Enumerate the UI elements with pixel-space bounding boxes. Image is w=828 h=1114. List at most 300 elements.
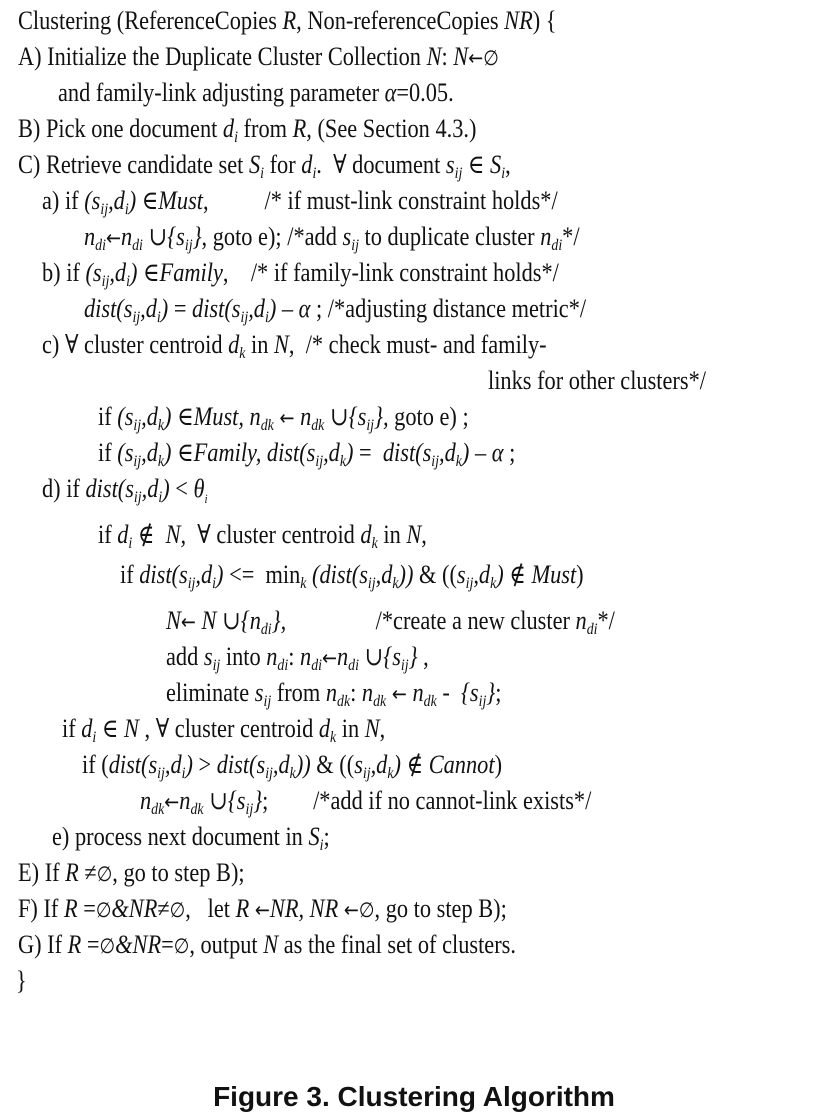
text-run: dist(s (382, 438, 432, 467)
text-run: n (361, 678, 374, 707)
text-run: G) If (18, 930, 68, 959)
math-symbol: ∅ (99, 934, 116, 958)
subscript: ij (367, 575, 376, 593)
text-run: d (222, 114, 235, 143)
text-run: = (168, 294, 193, 323)
text-run: )) (295, 750, 311, 779)
math-symbol: ← (386, 682, 407, 706)
text-run: ; /*add if no cannot-link exists*/ (262, 786, 592, 815)
text-run: N, (165, 520, 187, 549)
text-run: =0.05. (396, 78, 454, 107)
text-run: N (406, 520, 422, 549)
subscript: di (311, 657, 322, 675)
text-run: N (453, 42, 469, 71)
text-run: {s (383, 642, 401, 671)
subscript: ij (240, 309, 249, 327)
text-run: ) (164, 402, 172, 431)
text-run: R (235, 894, 250, 923)
text-run: b) if (42, 258, 86, 287)
text-run: ; (495, 678, 502, 707)
text-run: n (120, 222, 133, 251)
text-run: > (192, 750, 217, 779)
text-run: ) (393, 750, 401, 779)
text-run: if (98, 520, 118, 549)
text-run: ∪ (358, 642, 384, 671)
text-run: R (67, 930, 82, 959)
text-run: : (288, 642, 301, 671)
subscript: ij (315, 453, 324, 471)
subscript: i (212, 575, 217, 593)
subscript: ij (100, 201, 109, 219)
text-run: ∉ (400, 750, 429, 779)
text-run: , /* if must-link constraint holds*/ (203, 186, 558, 215)
algorithm-line-step-c-comment-cont (488, 366, 706, 396)
text-run: ,d (272, 750, 290, 779)
text-run: (See Section 4.3.) (311, 114, 477, 143)
text-run: dist(s (192, 294, 241, 323)
text-run: , let (185, 894, 236, 923)
text-run: Cannot (428, 750, 495, 779)
text-run: & (( (310, 750, 355, 779)
text-run: ≠ (78, 858, 97, 887)
text-run: if (98, 402, 118, 431)
text-run: R (282, 6, 297, 35)
subscript: k (330, 729, 337, 747)
text-run: Family (159, 258, 223, 287)
subscript: i (319, 837, 324, 855)
text-run: to duplicate cluster (358, 222, 541, 251)
subscript: i (204, 490, 208, 506)
subscript: dk (151, 801, 165, 819)
subscript: ij (157, 765, 165, 783)
subscript: di (260, 621, 272, 639)
text-run: n (540, 222, 552, 251)
subscript: k (392, 575, 399, 593)
subscript: di (132, 237, 143, 255)
text-run: ; (503, 438, 516, 467)
text-run: into (220, 642, 267, 671)
subscript: ij (263, 693, 272, 711)
algorithm-line-step-d-min (120, 560, 584, 593)
text-run: goto e) ; (388, 402, 469, 431)
text-run: n (575, 606, 587, 635)
text-run: ) (128, 186, 137, 215)
text-run: ) (216, 560, 224, 589)
text-run: ∪ (142, 222, 168, 251)
algorithm-line-step-E (18, 858, 245, 889)
text-run: ) (129, 258, 138, 287)
text-run: ) (494, 750, 503, 779)
text-run: , (505, 150, 511, 179)
algorithm-line-step-d-eliminate (166, 678, 501, 709)
subscript: dk (337, 693, 351, 711)
text-run: ; /*adjusting distance metric*/ (310, 294, 587, 323)
subscript: k (339, 453, 347, 471)
text-run: s (342, 222, 352, 251)
text-run: dist(s (108, 750, 158, 779)
text-run: d (81, 714, 93, 743)
text-run: ) (164, 438, 172, 467)
text-run: N (124, 714, 139, 743)
algorithm-line-step-C (18, 150, 511, 183)
text-run: ∈ (462, 150, 491, 179)
subscript: ij (245, 801, 254, 819)
text-run: ) (346, 438, 354, 467)
text-run: = (81, 930, 100, 959)
text-run: ) (185, 750, 193, 779)
text-run: &NR (111, 894, 158, 923)
subscript: di (586, 621, 598, 639)
text-run: ; (323, 822, 330, 851)
text-run: (s (85, 258, 102, 287)
subscript: i (181, 765, 186, 783)
subscript: k (239, 345, 246, 363)
text-run: = (77, 894, 96, 923)
text-run: dist(s (139, 560, 188, 589)
subscript: ij (366, 417, 375, 435)
text-run: S (490, 150, 502, 179)
text-run: N (263, 930, 279, 959)
algorithm-line-step-A (18, 42, 499, 73)
text-run: d (228, 330, 240, 359)
text-run: ,d (140, 294, 157, 323)
text-run: d (360, 520, 372, 549)
figure-caption: Figure 3. Clustering Algorithm (213, 1081, 615, 1112)
text-run: {s (167, 222, 185, 251)
subscript: ij (351, 237, 359, 255)
text-run: from (271, 678, 326, 707)
text-run: ∈ (137, 258, 160, 287)
text-run: s (254, 678, 264, 707)
algorithm-line-step-b (42, 258, 559, 291)
text-run: R, (292, 114, 312, 143)
text-run: s (445, 150, 455, 179)
algorithm-line-step-c-must (98, 402, 469, 433)
subscript: ij (132, 309, 141, 327)
text-run: n (179, 786, 191, 815)
text-run: , go to step B); (112, 858, 245, 887)
math-symbol: ← (273, 406, 295, 430)
text-run: B) Pick one document (18, 114, 223, 143)
subscript: ij (478, 693, 487, 711)
text-run: and family-link adjusting parameter (58, 78, 385, 107)
text-run: ∈ (171, 438, 194, 467)
text-run: ) (160, 294, 169, 323)
text-run: , go to step B); (374, 894, 507, 923)
subscript: i (260, 165, 265, 183)
text-run: in (245, 330, 275, 359)
text-run: NR, NR (269, 894, 339, 923)
text-run: s (456, 560, 466, 589)
text-run: E) If (18, 858, 66, 887)
text-run: α (491, 438, 504, 467)
algorithm-line-step-b-cont (84, 294, 587, 327)
text-run: s (203, 642, 213, 671)
text-run: N (166, 606, 181, 635)
text-run: R (65, 858, 79, 887)
text-run: S (308, 822, 320, 851)
text-run: ,d (109, 258, 127, 287)
text-run: ,d (141, 402, 158, 431)
text-run: N (364, 714, 380, 743)
math-symbol: ← (164, 790, 180, 814)
subscript: ij (431, 453, 440, 471)
text-run: if ( (82, 750, 109, 779)
algorithm-line-step-G (18, 930, 516, 961)
text-run: n (140, 786, 152, 815)
text-run: as the final set of clusters. (278, 930, 516, 959)
text-run: ) { (532, 6, 557, 35)
text-run: R (63, 894, 78, 923)
text-run: - (436, 678, 461, 707)
algorithm-line-step-d-in (62, 714, 386, 747)
text-run: add (166, 642, 204, 671)
subscript: dk (260, 417, 274, 435)
subscript: k (157, 453, 165, 471)
text-run: ,d (473, 560, 491, 589)
math-symbol: ← (338, 898, 359, 922)
math-symbol: ← (249, 898, 270, 922)
text-run: Clustering (ReferenceCopies (18, 6, 283, 35)
text-run: N (195, 606, 217, 635)
subscript: ij (133, 417, 142, 435)
math-symbol: ∅ (95, 898, 112, 922)
text-run: (s (117, 438, 134, 467)
algorithm-line-step-d-add (166, 642, 429, 673)
text-run: {n (240, 606, 261, 635)
text-run: = (353, 438, 383, 467)
text-run: n (294, 402, 312, 431)
text-run: < (169, 474, 194, 503)
text-run: ∉ (132, 520, 166, 549)
subscript: dk (311, 417, 325, 435)
algorithm-line-step-c-family (98, 438, 516, 471)
subscript: i (92, 729, 97, 747)
algorithm-line-closing-brace (16, 966, 27, 996)
text-run: A) Initialize the Duplicate Cluster Collection (18, 42, 427, 71)
text-run: F) If (18, 894, 64, 923)
text-run: for (264, 150, 302, 179)
text-run: /*create a new cluster (286, 606, 576, 635)
subscript: ij (133, 489, 142, 507)
text-run: ≠ (157, 894, 170, 923)
subscript: k (157, 417, 165, 435)
math-symbol: ∅ (169, 898, 186, 922)
text-run: θ (193, 474, 205, 503)
text-run: ,d (323, 438, 340, 467)
subscript: k (371, 535, 378, 553)
subscript: k (490, 575, 497, 593)
subscript: i (124, 201, 129, 219)
text-run: ,d (141, 474, 159, 503)
subscript: k (289, 765, 296, 783)
math-symbol: ← (105, 226, 121, 250)
text-run: , goto e); /*add (201, 222, 343, 251)
text-run: e) process next document in (52, 822, 309, 851)
text-run: s (354, 750, 363, 779)
subscript: i (234, 129, 238, 147)
text-run: , (417, 642, 429, 671)
text-run: ∪ (324, 402, 349, 431)
text-run: n (406, 678, 424, 707)
algorithm-line-step-A-cont (58, 78, 454, 108)
text-run: (dist(s (306, 560, 368, 589)
subscript: k (455, 453, 462, 471)
text-run: if (120, 560, 140, 589)
text-run: ∈ (96, 714, 125, 743)
text-run: in (377, 520, 407, 549)
text-run: ) (268, 294, 277, 323)
text-run: ) (162, 474, 170, 503)
text-run: NR (504, 6, 533, 35)
subscript: dk (423, 693, 437, 711)
subscript: k (387, 765, 394, 783)
text-run: links for other clusters*/ (488, 366, 706, 395)
text-run: dist(s (85, 474, 134, 503)
subscript: ij (454, 165, 463, 183)
text-run: N (274, 330, 289, 359)
text-run: d (318, 714, 331, 743)
text-run: n (266, 642, 278, 671)
subscript: di (551, 237, 563, 255)
text-run: C) Retrieve candidate set (18, 150, 249, 179)
text-run: {s (227, 786, 246, 815)
text-run: . ∀ document (316, 150, 446, 179)
text-run: from (237, 114, 293, 143)
text-run: , /* if family-link constraint holds*/ (222, 258, 559, 287)
text-run: if (98, 438, 118, 467)
text-run: ,d (370, 750, 388, 779)
math-symbol: ∅ (483, 46, 499, 70)
algorithm-line-step-B (18, 114, 477, 147)
text-run: if (62, 714, 82, 743)
text-run: ∪ (203, 786, 228, 815)
subscript: i (264, 309, 269, 327)
text-run: α (384, 78, 397, 107)
text-run: ∈ (136, 186, 159, 215)
text-run: )) (398, 560, 414, 589)
text-run: (s (84, 186, 101, 215)
text-run: } (486, 678, 496, 707)
text-run: eliminate (166, 678, 255, 707)
subscript: ij (101, 273, 110, 291)
text-run: ∉ (503, 560, 532, 589)
text-run: ∪ (216, 606, 241, 635)
subscript: ij (465, 575, 474, 593)
text-run: n (84, 222, 96, 251)
subscript: ij (187, 575, 196, 593)
algorithm-line-header (18, 6, 557, 36)
text-run: & (( (413, 560, 457, 589)
math-symbol: ← (468, 46, 484, 70)
math-symbol: ∅ (173, 934, 190, 958)
text-run: } (16, 966, 27, 995)
text-run: , (379, 714, 386, 743)
text-run: Must, n (193, 402, 261, 431)
subscript: dk (190, 801, 204, 819)
text-run: , Non-referenceCopies (296, 6, 505, 35)
subscript: i (312, 165, 317, 183)
text-run: */ (562, 222, 580, 251)
text-run: d (301, 150, 313, 179)
text-run: c) ∀ cluster centroid (42, 330, 229, 359)
text-run: d) if (42, 474, 86, 503)
text-run: } (253, 786, 263, 815)
text-run: {s (460, 678, 479, 707)
algorithm-line-step-a (42, 186, 558, 219)
text-run: – (276, 294, 299, 323)
math-symbol: ← (180, 610, 196, 634)
algorithm-line-step-a-cont (84, 222, 580, 253)
text-run: ,d (195, 560, 213, 589)
text-run: &NR (115, 930, 162, 959)
text-run: ) (496, 560, 504, 589)
text-run: }, (271, 606, 287, 635)
text-run: α (298, 294, 311, 323)
text-run: a) if (42, 186, 85, 215)
text-run: – (469, 438, 492, 467)
text-run: ∀ cluster centroid (186, 520, 361, 549)
text-run: , ∀ cluster centroid (138, 714, 319, 743)
text-run: N (426, 42, 442, 71)
algorithm-line-step-d (42, 474, 208, 507)
text-run: , (421, 520, 427, 549)
subscript: di (348, 657, 359, 675)
text-run: (s (117, 402, 134, 431)
text-run: = (161, 930, 174, 959)
subscript: ij (133, 453, 142, 471)
text-run: <= min (223, 560, 301, 589)
text-run: n (336, 642, 349, 671)
text-run: ) (461, 438, 470, 467)
subscript: ij (362, 765, 371, 783)
text-run: , output (189, 930, 264, 959)
algorithm-line-step-d-new-cluster (166, 606, 615, 637)
text-run: d (117, 520, 129, 549)
subscript: i (128, 535, 133, 553)
algorithm-line-step-e (52, 822, 330, 855)
text-run: n (325, 678, 338, 707)
text-run: S (248, 150, 261, 179)
text-run: Must (158, 186, 204, 215)
algorithm-line-step-d-compare (82, 750, 503, 783)
text-run: ,d (164, 750, 182, 779)
subscript: ij (184, 237, 193, 255)
subscript: i (501, 165, 506, 183)
subscript: di (95, 237, 106, 255)
text-run: ,d (108, 186, 125, 215)
subscript: ij (400, 657, 409, 675)
subscript: i (156, 309, 161, 327)
math-symbol: ∅ (96, 862, 113, 886)
algorithm-line-step-c (42, 330, 547, 363)
text-run: dist(s (216, 750, 266, 779)
text-run: }, (374, 402, 389, 431)
text-run: in (336, 714, 365, 743)
text-run: ) (576, 560, 584, 589)
text-run: dist(s (84, 294, 133, 323)
text-run: */ (597, 606, 615, 635)
text-run: {s (348, 402, 367, 431)
text-run: ,d (375, 560, 393, 589)
text-run: , /* check must- and family- (288, 330, 547, 359)
text-run: ,d (248, 294, 265, 323)
text-run: ∈ (171, 402, 194, 431)
algorithm-line-step-d-notin (98, 520, 427, 553)
subscript: ij (265, 765, 273, 783)
text-run: n (300, 642, 312, 671)
algorithm-line-step-F (18, 894, 507, 925)
